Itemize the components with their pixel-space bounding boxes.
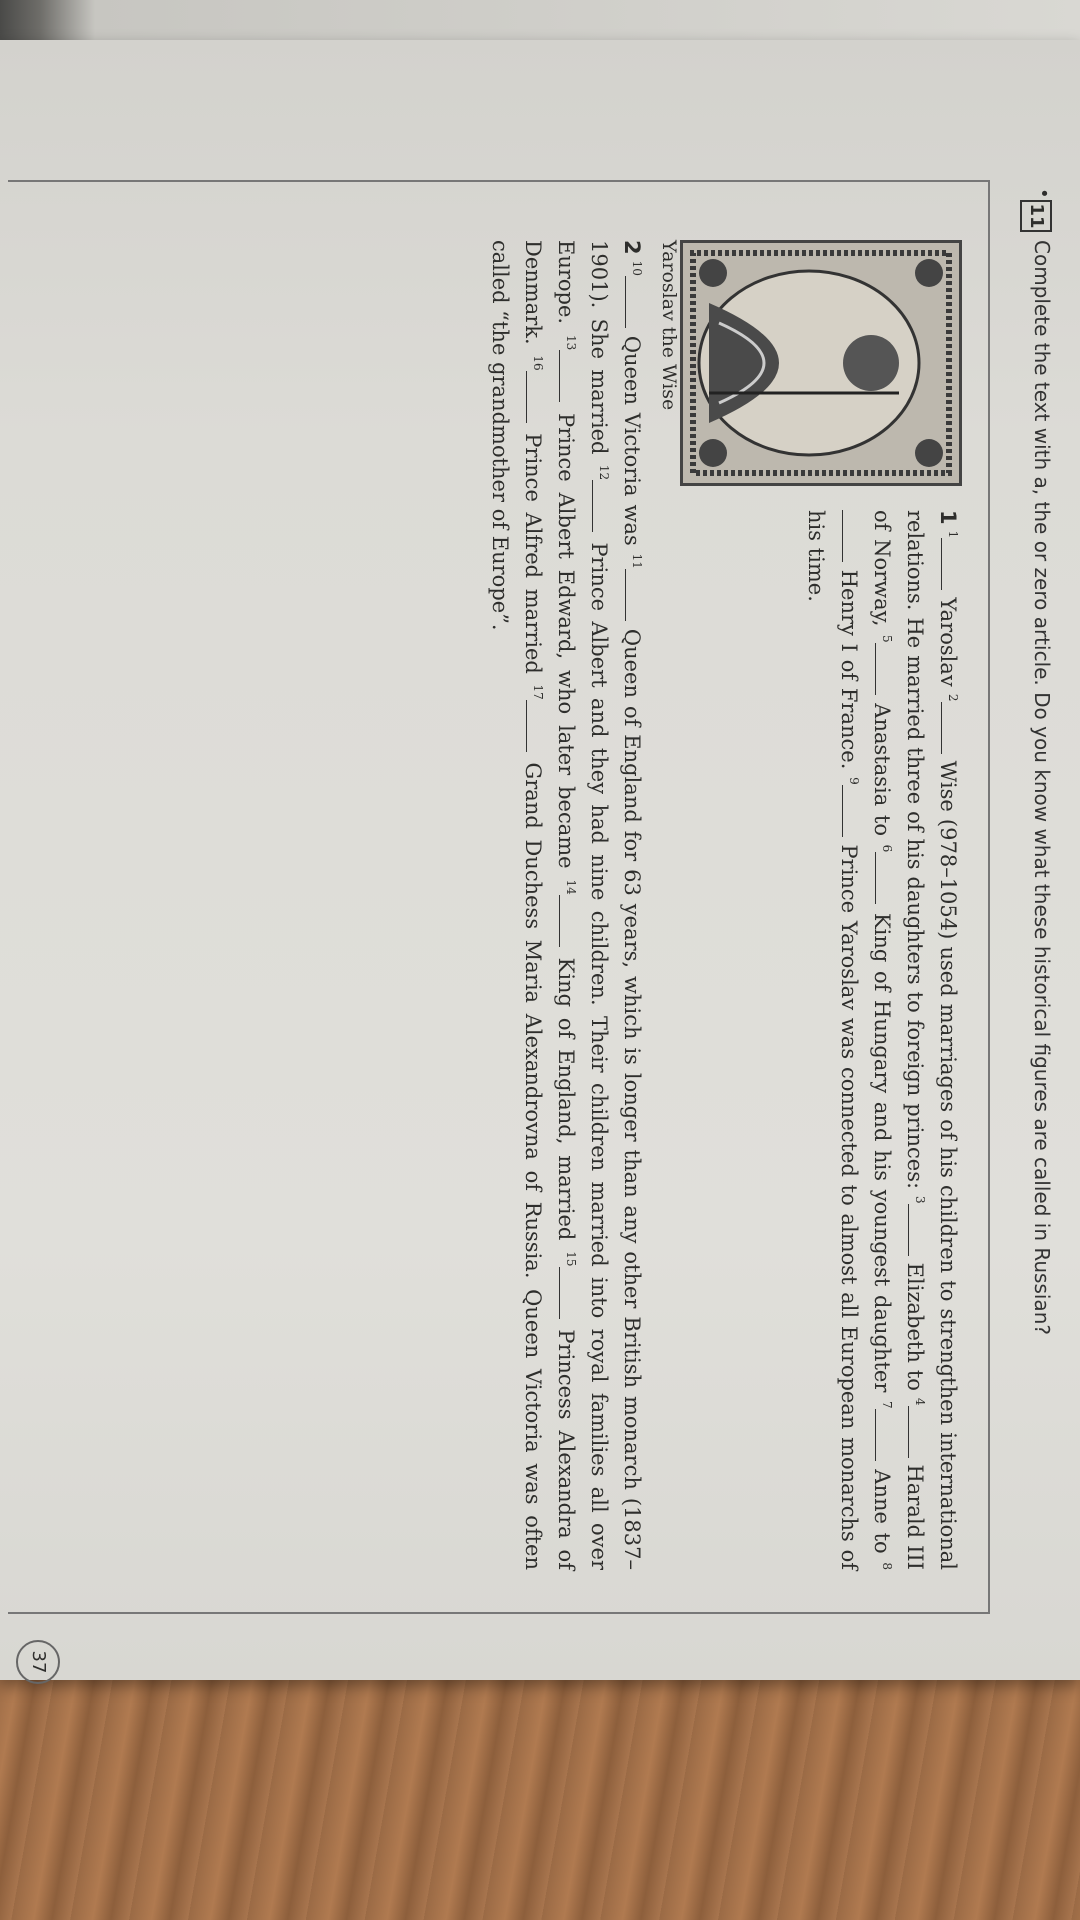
paragraph-text: Grand Duchess Maria Alexandrovna of Russia. Queen Victoria was often called “the grandmother of Europe”.	[488, 240, 545, 1570]
paragraph-text: Yaroslav	[936, 590, 960, 694]
gap-number: 7	[880, 1401, 894, 1409]
paragraph-text: King of England, married	[554, 946, 578, 1252]
gap-number: 4	[913, 1397, 927, 1406]
paragraph-text: Wise (978–1054) used marriages of his children to strengthen international relations. He married three of his daughters to foreign princes:	[903, 510, 960, 1570]
gap-number: 10	[630, 260, 644, 276]
answer-blank[interactable]	[625, 276, 640, 328]
paragraph-text: Princess Alexandra of Denmark.	[521, 240, 578, 1570]
answer-blank[interactable]	[842, 785, 857, 837]
gap-number: 12	[597, 464, 611, 481]
gap-number: 8	[880, 1562, 894, 1570]
wooden-table	[0, 1650, 1080, 1920]
answer-blank[interactable]	[592, 480, 607, 532]
answer-blank[interactable]	[559, 895, 574, 947]
paragraph-text: Anastasia to	[870, 694, 894, 845]
gap-number: 17	[531, 684, 545, 700]
answer-blank[interactable]	[559, 350, 574, 402]
paragraph-text: Queen Victoria was	[620, 327, 644, 554]
paragraph-text: Prince Yaroslav was connected to almost all European monarchs of his time.	[804, 510, 861, 1570]
paragraph-text: Prince Albert Edward, who later became	[554, 402, 578, 880]
answer-blank[interactable]	[875, 643, 890, 695]
portrait-caption: Yaroslav the Wise	[658, 240, 680, 411]
paragraph-number: 2	[620, 240, 644, 255]
answer-blank[interactable]	[941, 538, 956, 590]
answer-blank[interactable]	[908, 1406, 923, 1458]
answer-blank[interactable]	[526, 700, 541, 752]
gap-number: 14	[564, 879, 578, 895]
bullet-mark: •	[1033, 188, 1054, 199]
gap-number: 11	[630, 553, 644, 569]
page-number: 37	[16, 1640, 60, 1684]
rotated-page-content	[0, 40, 1080, 1680]
paragraph-text: Prince Albert and they had nine children. Their children married into royal families all over Europe.	[554, 240, 611, 1571]
answer-blank[interactable]	[941, 702, 956, 754]
portrait-engraving-icon	[680, 240, 962, 486]
gap-number: 6	[880, 844, 894, 853]
exercise-instructions: Complete the text with a, the or zero article. Do you know what these historical figures are called in Russian?	[1030, 240, 1054, 1335]
gap-number: 9	[847, 777, 861, 785]
paragraph-text: Henry I of France.	[837, 562, 861, 778]
answer-blank[interactable]	[625, 569, 640, 621]
answer-blank[interactable]	[842, 510, 857, 562]
answer-blank[interactable]	[559, 1267, 574, 1319]
paragraph-text: Harald III of Norway,	[870, 510, 927, 1570]
paragraph-text: King of Hungary and his youngest daughter	[870, 904, 894, 1402]
paragraph-text: Queen of England for 63 years, which is longer than any other British monarch (1837–1901). She married	[587, 240, 644, 1570]
paragraph-text: Anne to	[870, 1460, 894, 1563]
paragraph-1	[799, 510, 964, 1570]
answer-blank[interactable]	[875, 1409, 890, 1461]
gap-number: 15	[564, 1251, 578, 1267]
paragraph-text: Prince Alfred married	[521, 422, 545, 685]
textbook-page	[0, 40, 1080, 1680]
paragraph-text: Elizabeth to	[903, 1255, 927, 1398]
paragraph-2	[483, 240, 648, 1570]
answer-blank[interactable]	[526, 371, 541, 423]
gap-number: 13	[564, 334, 578, 351]
gap-number: 1	[946, 530, 960, 539]
exercise-number: 11	[1020, 200, 1052, 232]
gap-number: 16	[531, 355, 545, 371]
gap-number: 3	[913, 1196, 927, 1204]
gap-number: 2	[946, 693, 960, 702]
answer-blank[interactable]	[875, 852, 890, 904]
paragraph-number: 1	[936, 510, 960, 525]
answer-blank[interactable]	[908, 1204, 923, 1256]
gap-number: 5	[880, 635, 894, 643]
